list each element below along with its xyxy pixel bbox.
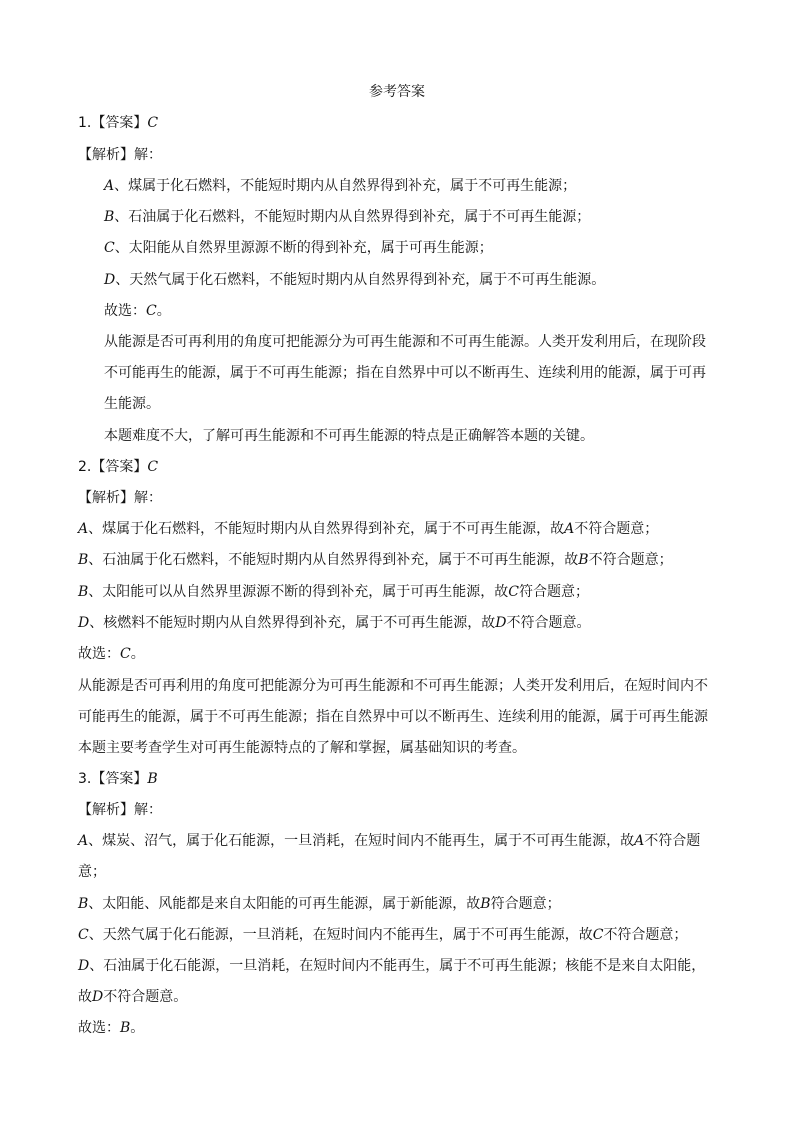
q2-answer-tag: 【答案】 (91, 459, 148, 475)
q2-option-d-text: 、核燃料不能短时期内从自然界得到补充，属于不可再生能源，故 (89, 615, 496, 631)
q2-option-b-letter: B (78, 552, 89, 568)
q2-option-a-ref: A (564, 521, 575, 537)
q3-option-c-text: 、天然气属于化石能源，一旦消耗，在短时间内不能再生，属于不可再生能源，故 (88, 927, 593, 943)
page-title: 参考答案 (369, 84, 425, 100)
q2-option-d-tail: 不符合题意。 (506, 615, 591, 631)
q3-option-a-cont: 意； (78, 864, 106, 880)
q1-option-b-text: 、石油属于化石燃料，不能短时期内从自然界得到补充，属于不可再生能源； (114, 209, 591, 225)
q3-answer-tag: 【答案】 (91, 771, 148, 787)
q3-option-d-cont-pre: 故 (78, 989, 92, 1005)
q1-choice-end: 。 (156, 303, 171, 319)
q1-choice-label: 故选： (104, 303, 146, 319)
q1-option-b-letter: B (104, 209, 115, 225)
q1-comment: 本题难度不大，了解可再生能源和不可再生能源的特点是正确解答本题的关键。 (104, 428, 594, 444)
q1-answer-line (78, 113, 158, 133)
q3-option-d-ref: D (92, 989, 104, 1005)
q2-explanation-line-1: 从能源是否可再利用的角度可把能源分为可再生能源和不可再生能源；人类开发利用后，在短时间内不 (78, 678, 708, 694)
q3-option-d-cont (78, 987, 187, 1007)
q1-option-c (104, 238, 493, 258)
q1-explanation-line-1: 从能源是否可再利用的角度可把能源分为可再生能源和不可再生能源。人类开发利用后，在现阶段 (104, 334, 706, 350)
q3-number: 3. (78, 771, 92, 787)
q3-option-a (78, 831, 700, 851)
q1-choice-letter: C (146, 303, 157, 319)
q2-answer-value: C (147, 459, 159, 475)
q1-option-a-text: 、煤属于化石燃料，不能短时期内从自然界得到补充，属于不可再生能源； (114, 178, 577, 194)
q2-comment: 本题主要考查学生对可再生能源特点的了解和掌握，属基础知识的考查。 (78, 740, 526, 756)
q3-choice-end: 。 (130, 1020, 145, 1036)
q2-option-b-tail: 不符合题意； (588, 552, 673, 568)
q2-option-c-text: 、太阳能可以从自然界里源源不断的得到补充，属于可再生能源，故 (88, 584, 509, 600)
q2-option-a-tail: 不符合题意； (574, 521, 659, 537)
q3-option-c-tail: 不符合题意； (603, 927, 688, 943)
q3-option-b-tail: 符合题意； (490, 896, 561, 912)
q2-option-d (78, 613, 590, 633)
q3-option-a-ref: A (634, 833, 645, 849)
q1-explanation-line-2: 不可能再生的能源，属于不可再生能源；指在自然界中可以不断再生、连续利用的能源，属于可再 (104, 365, 706, 381)
q3-option-b-letter: B (78, 896, 89, 912)
q2-option-b-text: 、石油属于化石燃料，不能短时期内从自然界得到补充，属于不可再生能源，故 (88, 552, 579, 568)
q1-option-b (104, 207, 590, 227)
q2-option-d-ref: D (495, 615, 507, 631)
q3-option-d-letter: D (78, 958, 90, 974)
q2-choice-end: 。 (130, 646, 145, 662)
q1-choice (104, 301, 171, 321)
q2-option-a-text: 、煤属于化石燃料，不能短时期内从自然界得到补充，属于不可再生能源，故 (88, 521, 565, 537)
q2-explanation-line-2: 可能再生的能源，属于不可再生能源；指在自然界中可以不断再生、连续利用的能源，属于可再生能源 (78, 709, 708, 725)
q2-choice-letter: C (120, 646, 131, 662)
q1-answer-tag: 【答案】 (91, 115, 148, 131)
q2-option-c-ref: C (508, 584, 520, 600)
q1-answer-value: C (147, 115, 159, 131)
q1-number: 1. (78, 115, 92, 131)
q3-option-c-ref: C (592, 927, 604, 943)
q1-option-a-letter: A (104, 178, 115, 194)
q3-option-d (78, 956, 705, 976)
q3-option-b-ref: B (480, 896, 491, 912)
q3-option-d-tail: 不符合题意。 (103, 989, 188, 1005)
q2-option-c (78, 582, 589, 602)
q3-option-a-tail: 不符合题 (644, 833, 701, 849)
q2-choice (78, 644, 145, 664)
q3-option-d-text: 、石油属于化石能源，一旦消耗，在短时间内不能再生，属于不可再生能源；核能不是来自太阳能， (89, 958, 706, 974)
q3-answer-value: B (147, 771, 158, 787)
q2-choice-label: 故选： (78, 646, 120, 662)
q1-option-c-letter: C (104, 240, 115, 256)
q2-option-d-letter: D (78, 615, 90, 631)
q2-answer-line (78, 457, 158, 477)
q2-option-b-ref: B (578, 552, 589, 568)
q3-choice (78, 1018, 144, 1038)
q1-analysis-tag: 【解析】解： (78, 147, 162, 163)
q2-option-a (78, 519, 658, 539)
q3-analysis-tag: 【解析】解： (78, 802, 162, 818)
q3-option-b-text: 、太阳能、风能都是来自太阳能的可再生能源，属于新能源，故 (88, 896, 481, 912)
q1-option-a (104, 176, 576, 196)
q1-option-c-text: 、太阳能从自然界里源源不断的得到补充，属于可再生能源； (114, 240, 493, 256)
q3-answer-line (78, 769, 158, 789)
q3-choice-letter: B (120, 1020, 131, 1036)
q1-option-d (104, 270, 605, 290)
q3-choice-label: 故选： (78, 1020, 120, 1036)
q2-option-a-letter: A (78, 521, 89, 537)
q3-option-c (78, 925, 687, 945)
q2-option-c-tail: 符合题意； (519, 584, 590, 600)
q3-option-a-letter: A (78, 833, 89, 849)
q2-number: 2. (78, 459, 92, 475)
q1-option-d-text: 、天然气属于化石燃料，不能短时期内从自然界得到补充，属于不可再生能源。 (115, 272, 606, 288)
q2-option-b (78, 550, 673, 570)
q3-option-b (78, 894, 561, 914)
q3-option-a-text: 、煤炭、沼气，属于化石能源，一旦消耗，在短时间内不能再生，属于不可再生能源，故 (88, 833, 635, 849)
q1-explanation-line-3: 生能源。 (104, 396, 160, 412)
q3-option-c-letter: C (78, 927, 89, 943)
q2-option-c-letter: B (78, 584, 89, 600)
q1-option-d-letter: D (104, 272, 116, 288)
q2-analysis-tag: 【解析】解： (78, 490, 162, 506)
